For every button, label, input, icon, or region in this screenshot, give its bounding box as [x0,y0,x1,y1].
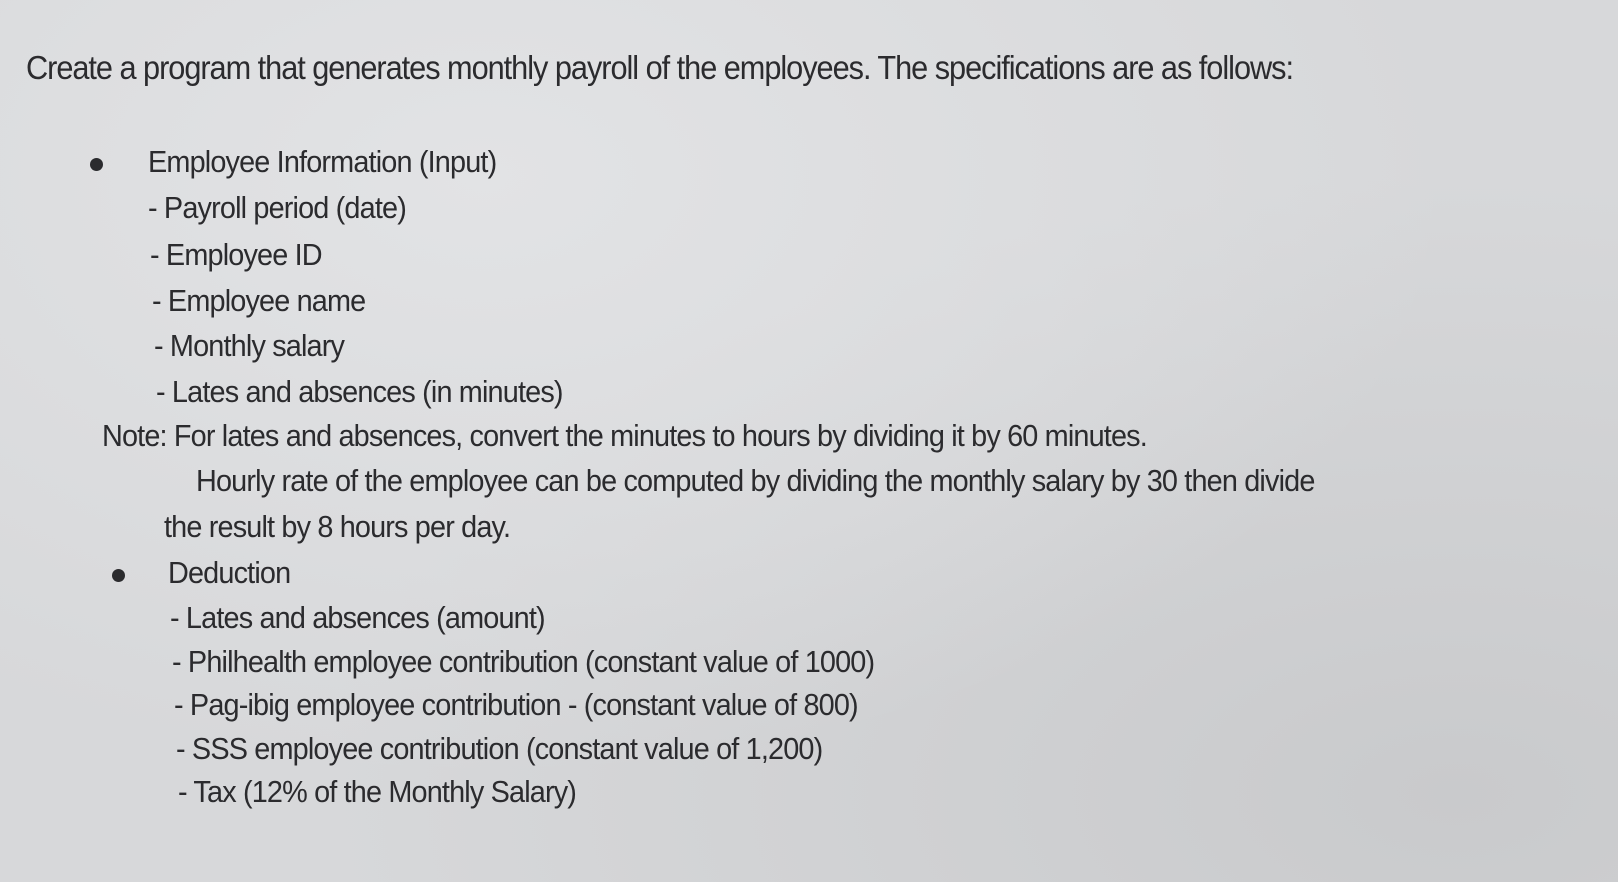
list-item: - Philhealth employee contribution (constant value of 1000) [172,644,875,679]
list-item: - Payroll period (date) [148,190,406,225]
section-heading-employee-information: Employee Information (Input) [148,144,497,179]
list-item: - Employee ID [150,237,322,272]
list-item: - Tax (12% of the Monthly Salary) [178,774,577,809]
list-item: - Monthly salary [154,328,345,363]
note-line-2: Hourly rate of the employee can be computed by dividing the monthly salary by 30 then divide [196,463,1315,498]
intro-paragraph: Create a program that generates monthly payroll of the employees. The specifications are as follows: [26,49,1293,86]
note-line-3: the result by 8 hours per day. [164,509,511,544]
list-item: - Lates and absences (amount) [170,600,545,635]
list-item: - SSS employee contribution (constant value of 1,200) [176,731,823,766]
section-heading-deduction: Deduction [168,555,291,590]
bullet-icon [112,569,125,582]
note-line-1: Note: For lates and absences, convert the minutes to hours by dividing it by 60 minutes. [102,418,1147,453]
list-item: - Employee name [152,283,366,318]
bullet-icon [90,158,103,171]
list-item: - Pag-ibig employee contribution - (constant value of 800) [174,687,858,722]
list-item: - Lates and absences (in minutes) [156,374,563,409]
